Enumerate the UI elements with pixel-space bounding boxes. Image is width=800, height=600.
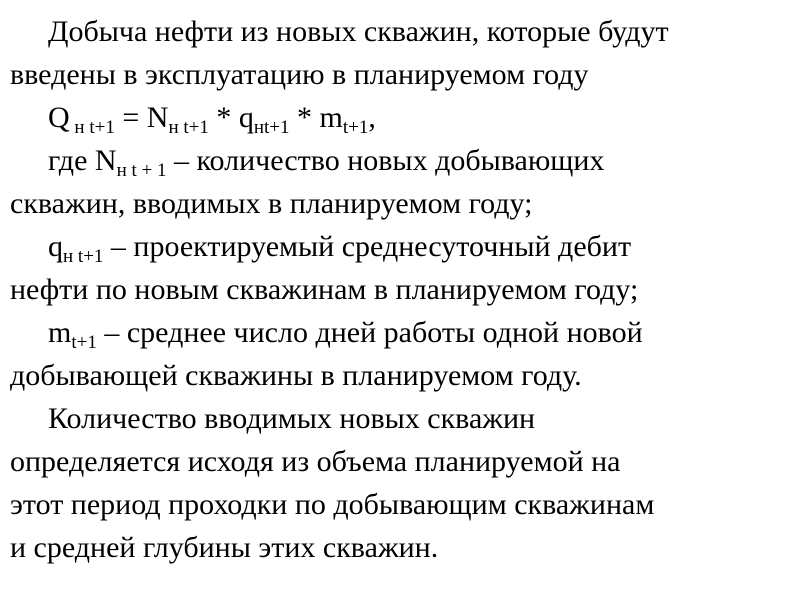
closing-line-1: Количество вводимых новых скважин [48, 402, 536, 435]
definition-q-line-1 [10, 225, 790, 268]
definition-m-symbol: m [48, 316, 72, 349]
definition-q-line-2: нефти по новым скважинам в планируемом году; [10, 273, 639, 306]
definition-m-subscript: t+1 [71, 332, 97, 353]
intro-line-2: введены в эксплуатацию в планируемом году [10, 58, 589, 91]
formula-m-subscript: t+1 [342, 117, 369, 138]
formula-tail: , [368, 101, 376, 134]
intro-line-1: Добыча нефти из новых скважин, которые будут [48, 15, 669, 48]
closing-line-4: и средней глубины этих скважин. [10, 531, 439, 564]
formula-mul-m: * m [289, 101, 343, 134]
definition-m-text: – среднее число дней работы одной новой [96, 316, 643, 349]
definition-q-subscript: н t+1 [63, 246, 104, 267]
closing-line-2: определяется исходя из объема планируемой на [10, 445, 621, 478]
definition-n-line-1 [10, 139, 790, 182]
closing-line-3: этот период проходки по добывающим скважинам [10, 488, 655, 521]
formula-q-subscript: н t+1 [74, 117, 115, 138]
definition-n-text: – количество новых добывающих [166, 144, 605, 177]
formula-mul-q: * q [208, 101, 254, 134]
definition-q-symbol: q [48, 230, 63, 263]
formula-q: Q [48, 101, 70, 134]
definition-m-line-2: добывающей скважины в планируемом году. [10, 359, 582, 392]
formula-n-subscript: н t+1 [168, 117, 209, 138]
definition-q-text: – проектируемый среднесуточный дебит [103, 230, 632, 263]
definition-n-line-2: скважин, вводимых в планируемом году; [10, 187, 533, 220]
definition-n-symbol: где N [48, 144, 117, 177]
definition-n-subscript: н t + 1 [116, 160, 167, 181]
formula-qn-subscript: нt+1 [253, 117, 290, 138]
formula-eq-n: = N [114, 101, 169, 134]
definition-m-line-1 [10, 311, 790, 354]
slide-text [10, 10, 790, 569]
formula [10, 96, 790, 139]
